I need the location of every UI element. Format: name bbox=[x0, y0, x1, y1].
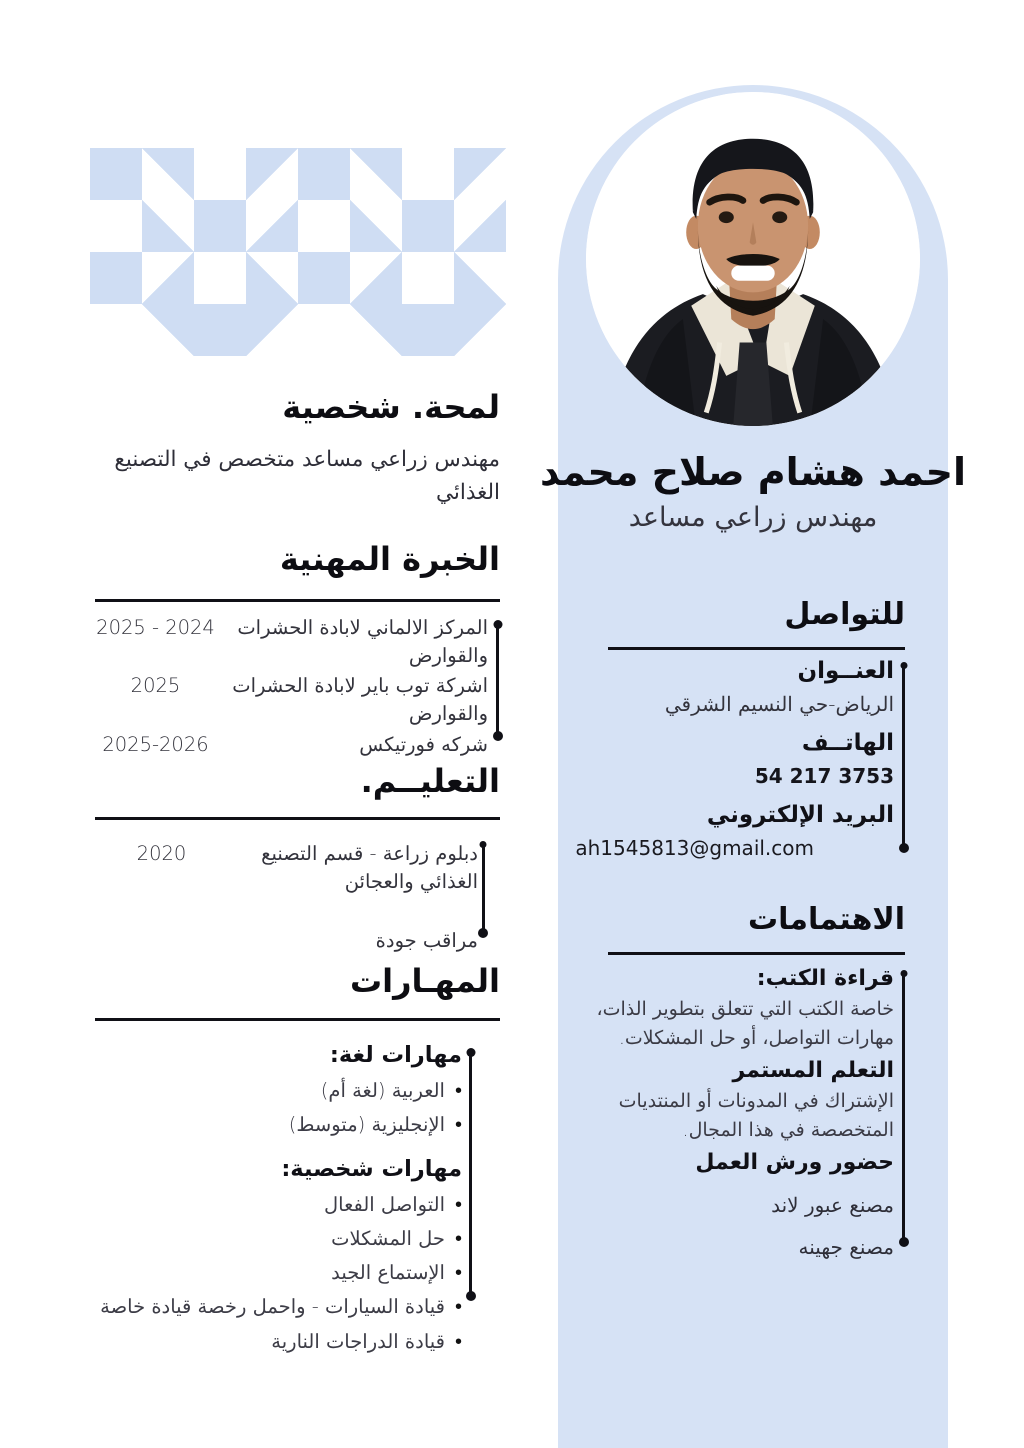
pattern-cell bbox=[402, 304, 454, 356]
portrait-illustration bbox=[586, 92, 920, 426]
education-title: مراقب جودة bbox=[375, 928, 478, 952]
person-name: احمد هشام صلاح محمد bbox=[540, 450, 966, 494]
experience-dates: 2025 bbox=[130, 674, 181, 698]
summary-heading: لمحة. شخصية bbox=[282, 388, 500, 426]
pattern-cell bbox=[246, 200, 298, 252]
pattern-cell bbox=[142, 252, 194, 304]
skill-item: • حل المشكلات bbox=[95, 1224, 462, 1253]
pattern-cell bbox=[298, 200, 350, 252]
pattern-cell bbox=[402, 252, 454, 304]
email-label: البريد الإلكتروني bbox=[706, 802, 894, 828]
pattern-cell bbox=[142, 200, 194, 252]
experience-heading: الخبرة المهنية bbox=[279, 540, 500, 578]
education-timeline bbox=[482, 845, 485, 933]
education-title: دبلوم زراعة - قسم التصنيع الغذائي والعجائن bbox=[261, 842, 478, 894]
interests-heading: الاهتمامات bbox=[747, 902, 905, 937]
pattern-cell bbox=[298, 252, 350, 304]
email-value[interactable]: ah1545813@gmail.com bbox=[575, 836, 814, 860]
education-heading-rule bbox=[95, 817, 500, 820]
pattern-cell bbox=[194, 148, 246, 200]
decor-pattern bbox=[90, 148, 506, 356]
pattern-cell bbox=[454, 200, 506, 252]
education-item bbox=[95, 840, 478, 897]
skill-item: • العربية (لغة أم) bbox=[95, 1076, 462, 1105]
pattern-cell bbox=[246, 304, 298, 356]
pattern-cell bbox=[402, 200, 454, 252]
skill-item: • قيادة السيارات - واحمل رخصة قيادة خاصة bbox=[95, 1292, 462, 1321]
pattern-cell bbox=[194, 252, 246, 304]
interests-timeline bbox=[902, 974, 905, 1242]
pattern-cell bbox=[350, 200, 402, 252]
experience-item bbox=[95, 731, 488, 759]
education-heading: التعليــم. bbox=[360, 762, 500, 800]
pattern-cell bbox=[90, 148, 142, 200]
experience-org: اشركة توب باير لابادة الحشرات والقوارض bbox=[232, 674, 488, 726]
skill-group-title: مهارات شخصية: bbox=[281, 1155, 462, 1182]
pattern-cell bbox=[246, 148, 298, 200]
address-value: الرياض-حي النسيم الشرقي bbox=[664, 692, 894, 716]
experience-org: شركه فورتيكس bbox=[359, 732, 488, 756]
skills-timeline bbox=[469, 1052, 472, 1296]
pattern-cell bbox=[142, 304, 194, 356]
interest-title: حضور ورش العمل bbox=[695, 1150, 894, 1175]
phone-value: 54 217 3753 bbox=[754, 764, 894, 788]
experience-item bbox=[95, 672, 488, 727]
contact-heading-rule bbox=[608, 647, 905, 650]
skill-item: • التواصل الفعال bbox=[95, 1190, 462, 1219]
pattern-cell bbox=[298, 304, 350, 356]
contact-heading: للتواصل bbox=[784, 597, 905, 632]
education-dates bbox=[95, 927, 228, 955]
interest-desc: خاصة الكتب التي تتعلق بتطوير الذات، مهارات التواصل، أو حل المشكلات. bbox=[596, 998, 894, 1049]
skill-list bbox=[95, 1190, 462, 1356]
experience-list bbox=[95, 614, 488, 761]
person-job-title: مهندس زراعي مساعد bbox=[628, 502, 878, 533]
skills-heading-rule bbox=[95, 1018, 500, 1021]
interest-desc: الإشتراك في المدونات أو المنتديات المتخصصة في هذا المجال. bbox=[618, 1090, 894, 1141]
skill-group-title: مهارات لغة: bbox=[329, 1042, 462, 1068]
education-dates: 2020 bbox=[136, 842, 187, 865]
pattern-cell bbox=[350, 148, 402, 200]
pattern-cell bbox=[350, 304, 402, 356]
skills-block bbox=[95, 1042, 462, 1372]
pattern-cell bbox=[454, 304, 506, 356]
interest-title: قراءة الكتب: bbox=[756, 966, 894, 991]
education-item bbox=[95, 927, 478, 955]
skills-heading: المهـارات bbox=[349, 962, 500, 1000]
education-list bbox=[95, 840, 478, 955]
pattern-cell bbox=[350, 252, 402, 304]
pattern-cell bbox=[142, 148, 194, 200]
profile-photo bbox=[586, 92, 920, 426]
experience-dates: 2025-2026 bbox=[102, 732, 209, 756]
pattern-cell bbox=[246, 252, 298, 304]
pattern-cell bbox=[298, 148, 350, 200]
phone-label: الهاتــف bbox=[801, 730, 894, 756]
pattern-cell bbox=[90, 252, 142, 304]
pattern-cell bbox=[454, 252, 506, 304]
contact-timeline bbox=[902, 666, 905, 848]
interests-block bbox=[560, 966, 894, 1259]
skill-list bbox=[95, 1076, 462, 1140]
summary-text: مهندس زراعي مساعد متخصص في التصنيع الغذائي bbox=[114, 447, 500, 506]
pattern-cell bbox=[194, 200, 246, 252]
pattern-cell bbox=[402, 148, 454, 200]
experience-dates: 2025 - 2024 bbox=[96, 616, 215, 639]
pattern-cell bbox=[454, 148, 506, 200]
experience-item bbox=[95, 614, 488, 669]
skill-item: • قيادة الدراجات النارية bbox=[95, 1327, 462, 1356]
pattern-cell bbox=[90, 200, 142, 252]
skill-item: • الإنجليزية (متوسط) bbox=[95, 1110, 462, 1139]
address-label: العنــوان bbox=[797, 658, 894, 684]
experience-timeline bbox=[496, 624, 499, 736]
contact-block bbox=[560, 658, 894, 874]
skill-item: • الإستماع الجيد bbox=[95, 1258, 462, 1287]
interest-extra-item: مصنع عبور لاند bbox=[771, 1193, 894, 1217]
interest-extra-item: مصنع جهينه bbox=[798, 1235, 894, 1259]
interests-heading-rule bbox=[608, 952, 905, 955]
pattern-cell bbox=[90, 304, 142, 356]
experience-org: المركز الالماني لابادة الحشرات والقوارض bbox=[237, 616, 488, 667]
pattern-cell bbox=[194, 304, 246, 356]
experience-heading-rule bbox=[95, 599, 500, 602]
interest-title: التعلم المستمر bbox=[732, 1058, 894, 1083]
